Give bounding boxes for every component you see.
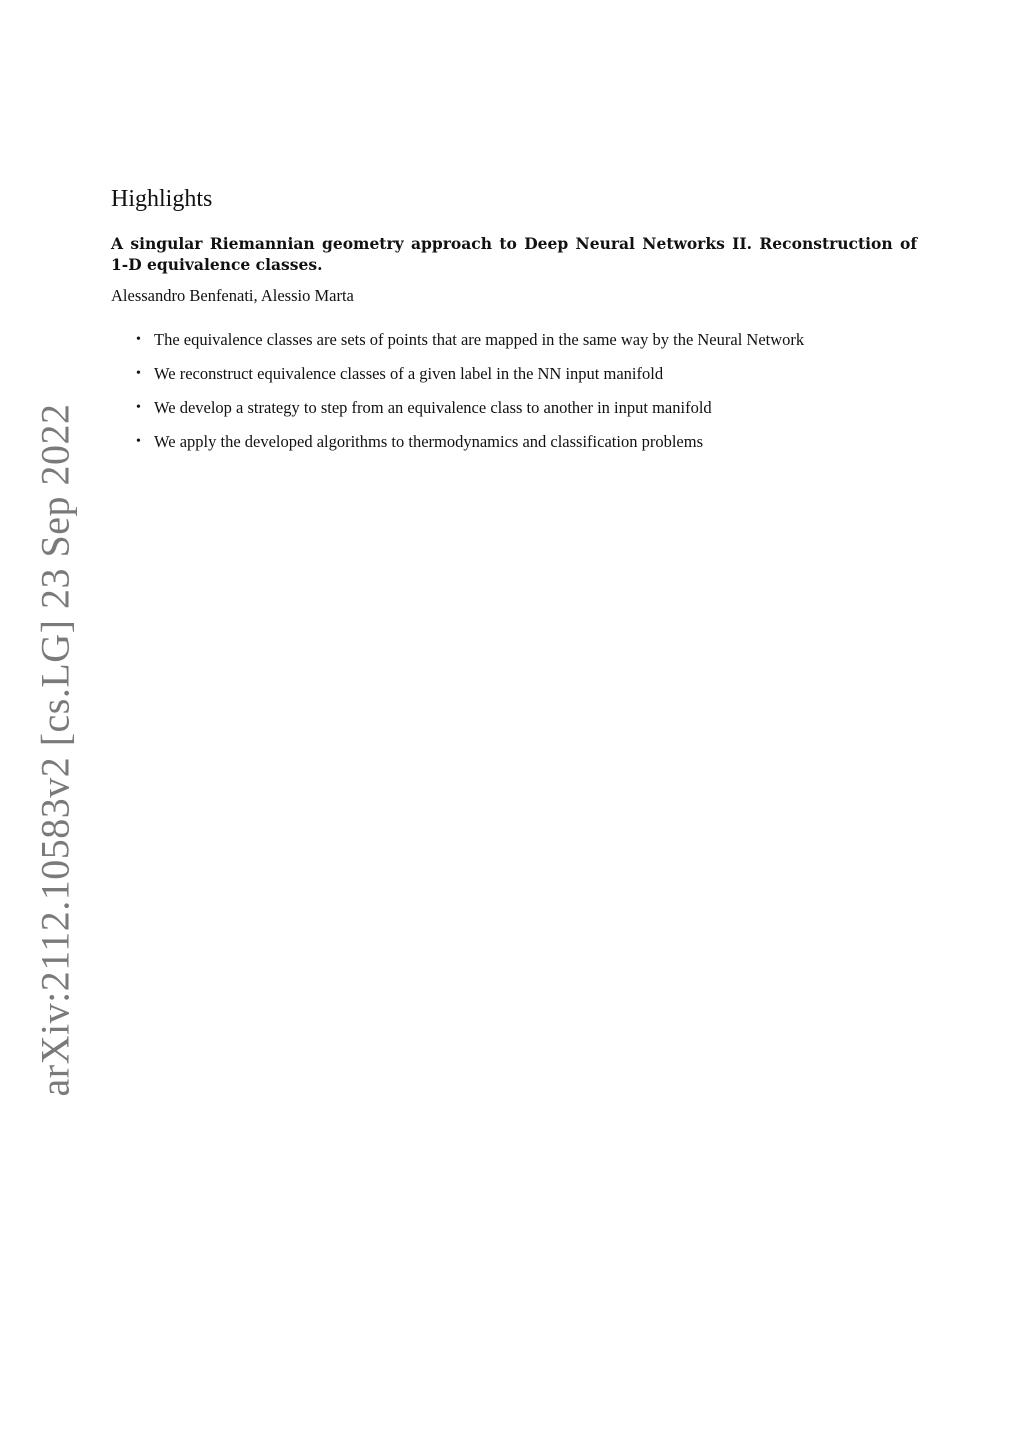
highlight-text: We reconstruct equivalence classes of a given label in the NN input manifold: [154, 364, 664, 383]
arxiv-identifier-stamp: arXiv:2112.10583v2 [cs.LG] 23 Sep 2022: [32, 403, 78, 1097]
highlight-item: [136, 364, 936, 398]
highlight-text: We develop a strategy to step from an equivalence class to another in input manifold: [154, 398, 712, 417]
bullet-dot-icon: •: [136, 400, 141, 415]
highlight-text: We apply the developed algorithms to thermodynamics and classification problems: [154, 432, 703, 451]
bullet-dot-icon: •: [136, 434, 141, 449]
bullet-dot-icon: •: [136, 332, 141, 347]
bullet-dot-icon: •: [136, 366, 141, 381]
highlight-item: [136, 432, 936, 466]
highlight-item: [136, 330, 936, 364]
highlight-item: [136, 398, 936, 432]
highlights-list: [136, 330, 936, 466]
highlights-heading: Highlights: [111, 186, 213, 212]
author-list: Alessandro Benfenati, Alessio Marta: [111, 286, 354, 305]
highlight-text: The equivalence classes are sets of points that are mapped in the same way by the Neural Network: [154, 330, 805, 349]
paper-title: A singular Riemannian geometry approach to Deep Neural Networks II. Reconstruction of 1-D equivalence classes.: [111, 234, 917, 274]
